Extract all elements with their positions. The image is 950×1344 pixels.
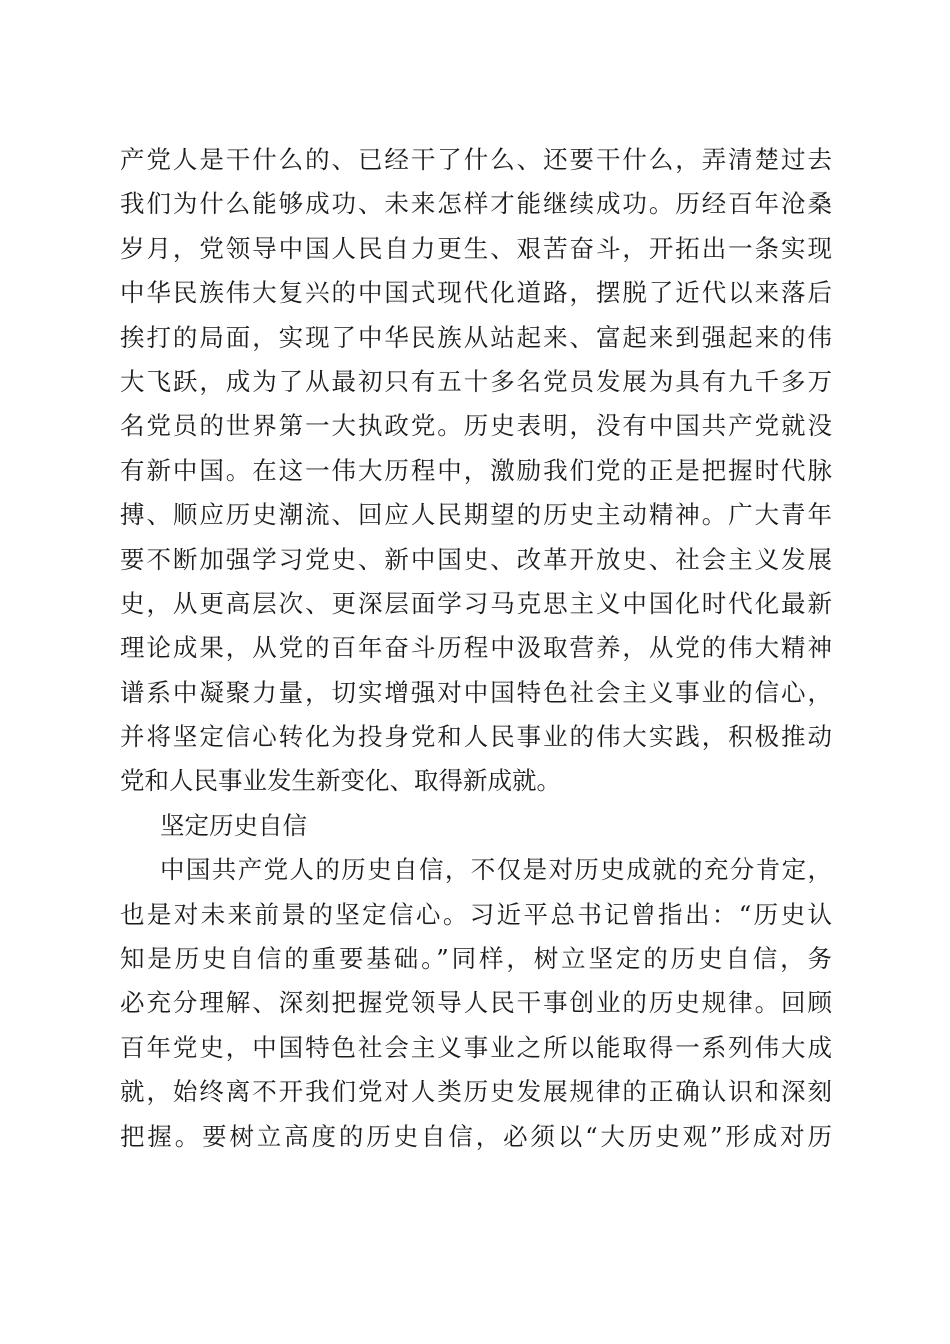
text-line: 产党人是干什么的、已经干了什么、还要干什么，弄清楚过去 (120, 145, 832, 174)
text-line: 百年党史，中国特色社会主义事业之所以能取得一系列伟大成 (120, 1032, 832, 1062)
text-line: 我们为什么能够成功、未来怎样才能继续成功。历经百年沧桑 (120, 189, 832, 219)
paragraph-history-initiative (120, 138, 832, 804)
text-line: 大飞跃，成为了从最初只有五十多名党员发展为具有九千多万 (120, 366, 832, 396)
paragraph-historical-confidence (120, 848, 832, 1159)
text-line: 中国共产党人的历史自信，不仅是对历史成就的充分肯定， (160, 855, 832, 885)
text-line: 中华民族伟大复兴的中国式现代化道路，摆脱了近代以来落后 (120, 278, 832, 308)
text-line: 有新中国。在这一伟大历程中，激励我们党的正是把握时代脉 (120, 455, 832, 485)
text-line: 并将坚定信心转化为投身党和人民事业的伟大实践，积极推动 (120, 722, 832, 752)
text-line: 挨打的局面，实现了中华民族从站起来、富起来到强起来的伟 (120, 322, 832, 352)
text-line: 把握。要树立高度的历史自信，必须以“大历史观”形成对历 (120, 1121, 832, 1151)
document-body (120, 138, 832, 1159)
text-line: 知是历史自信的重要基础。”同样，树立坚定的历史自信，务 (120, 944, 832, 974)
text-line: 搏、顺应历史潮流、回应人民期望的历史主动精神。广大青年 (120, 500, 832, 530)
text-line: 必充分理解、深刻把握党领导人民干事创业的历史规律。回顾 (120, 988, 832, 1018)
section-heading: 坚定历史自信 (160, 810, 307, 840)
text-line: 史，从更高层次、更深层面学习马克思主义中国化时代化最新 (120, 588, 832, 618)
text-line: 名党员的世界第一大执政党。历史表明，没有中国共产党就没 (120, 411, 832, 441)
text-line: 也是对未来前景的坚定信心。习近平总书记曾指出：“历史认 (120, 899, 832, 929)
text-line: 就，始终离不开我们党对人类历史发展规律的正确认识和深刻 (120, 1077, 832, 1107)
text-line: 要不断加强学习党史、新中国史、改革开放史、社会主义发展 (120, 544, 832, 574)
text-line: 岁月，党领导中国人民自力更生、艰苦奋斗，开拓出一条实现 (120, 233, 832, 263)
text-line: 党和人民事业发生新变化、取得新成就。 (120, 766, 561, 796)
text-line: 谱系中凝聚力量，切实增强对中国特色社会主义事业的信心， (120, 677, 832, 707)
text-line: 理论成果，从党的百年奋斗历程中汲取营养，从党的伟大精神 (120, 633, 832, 663)
